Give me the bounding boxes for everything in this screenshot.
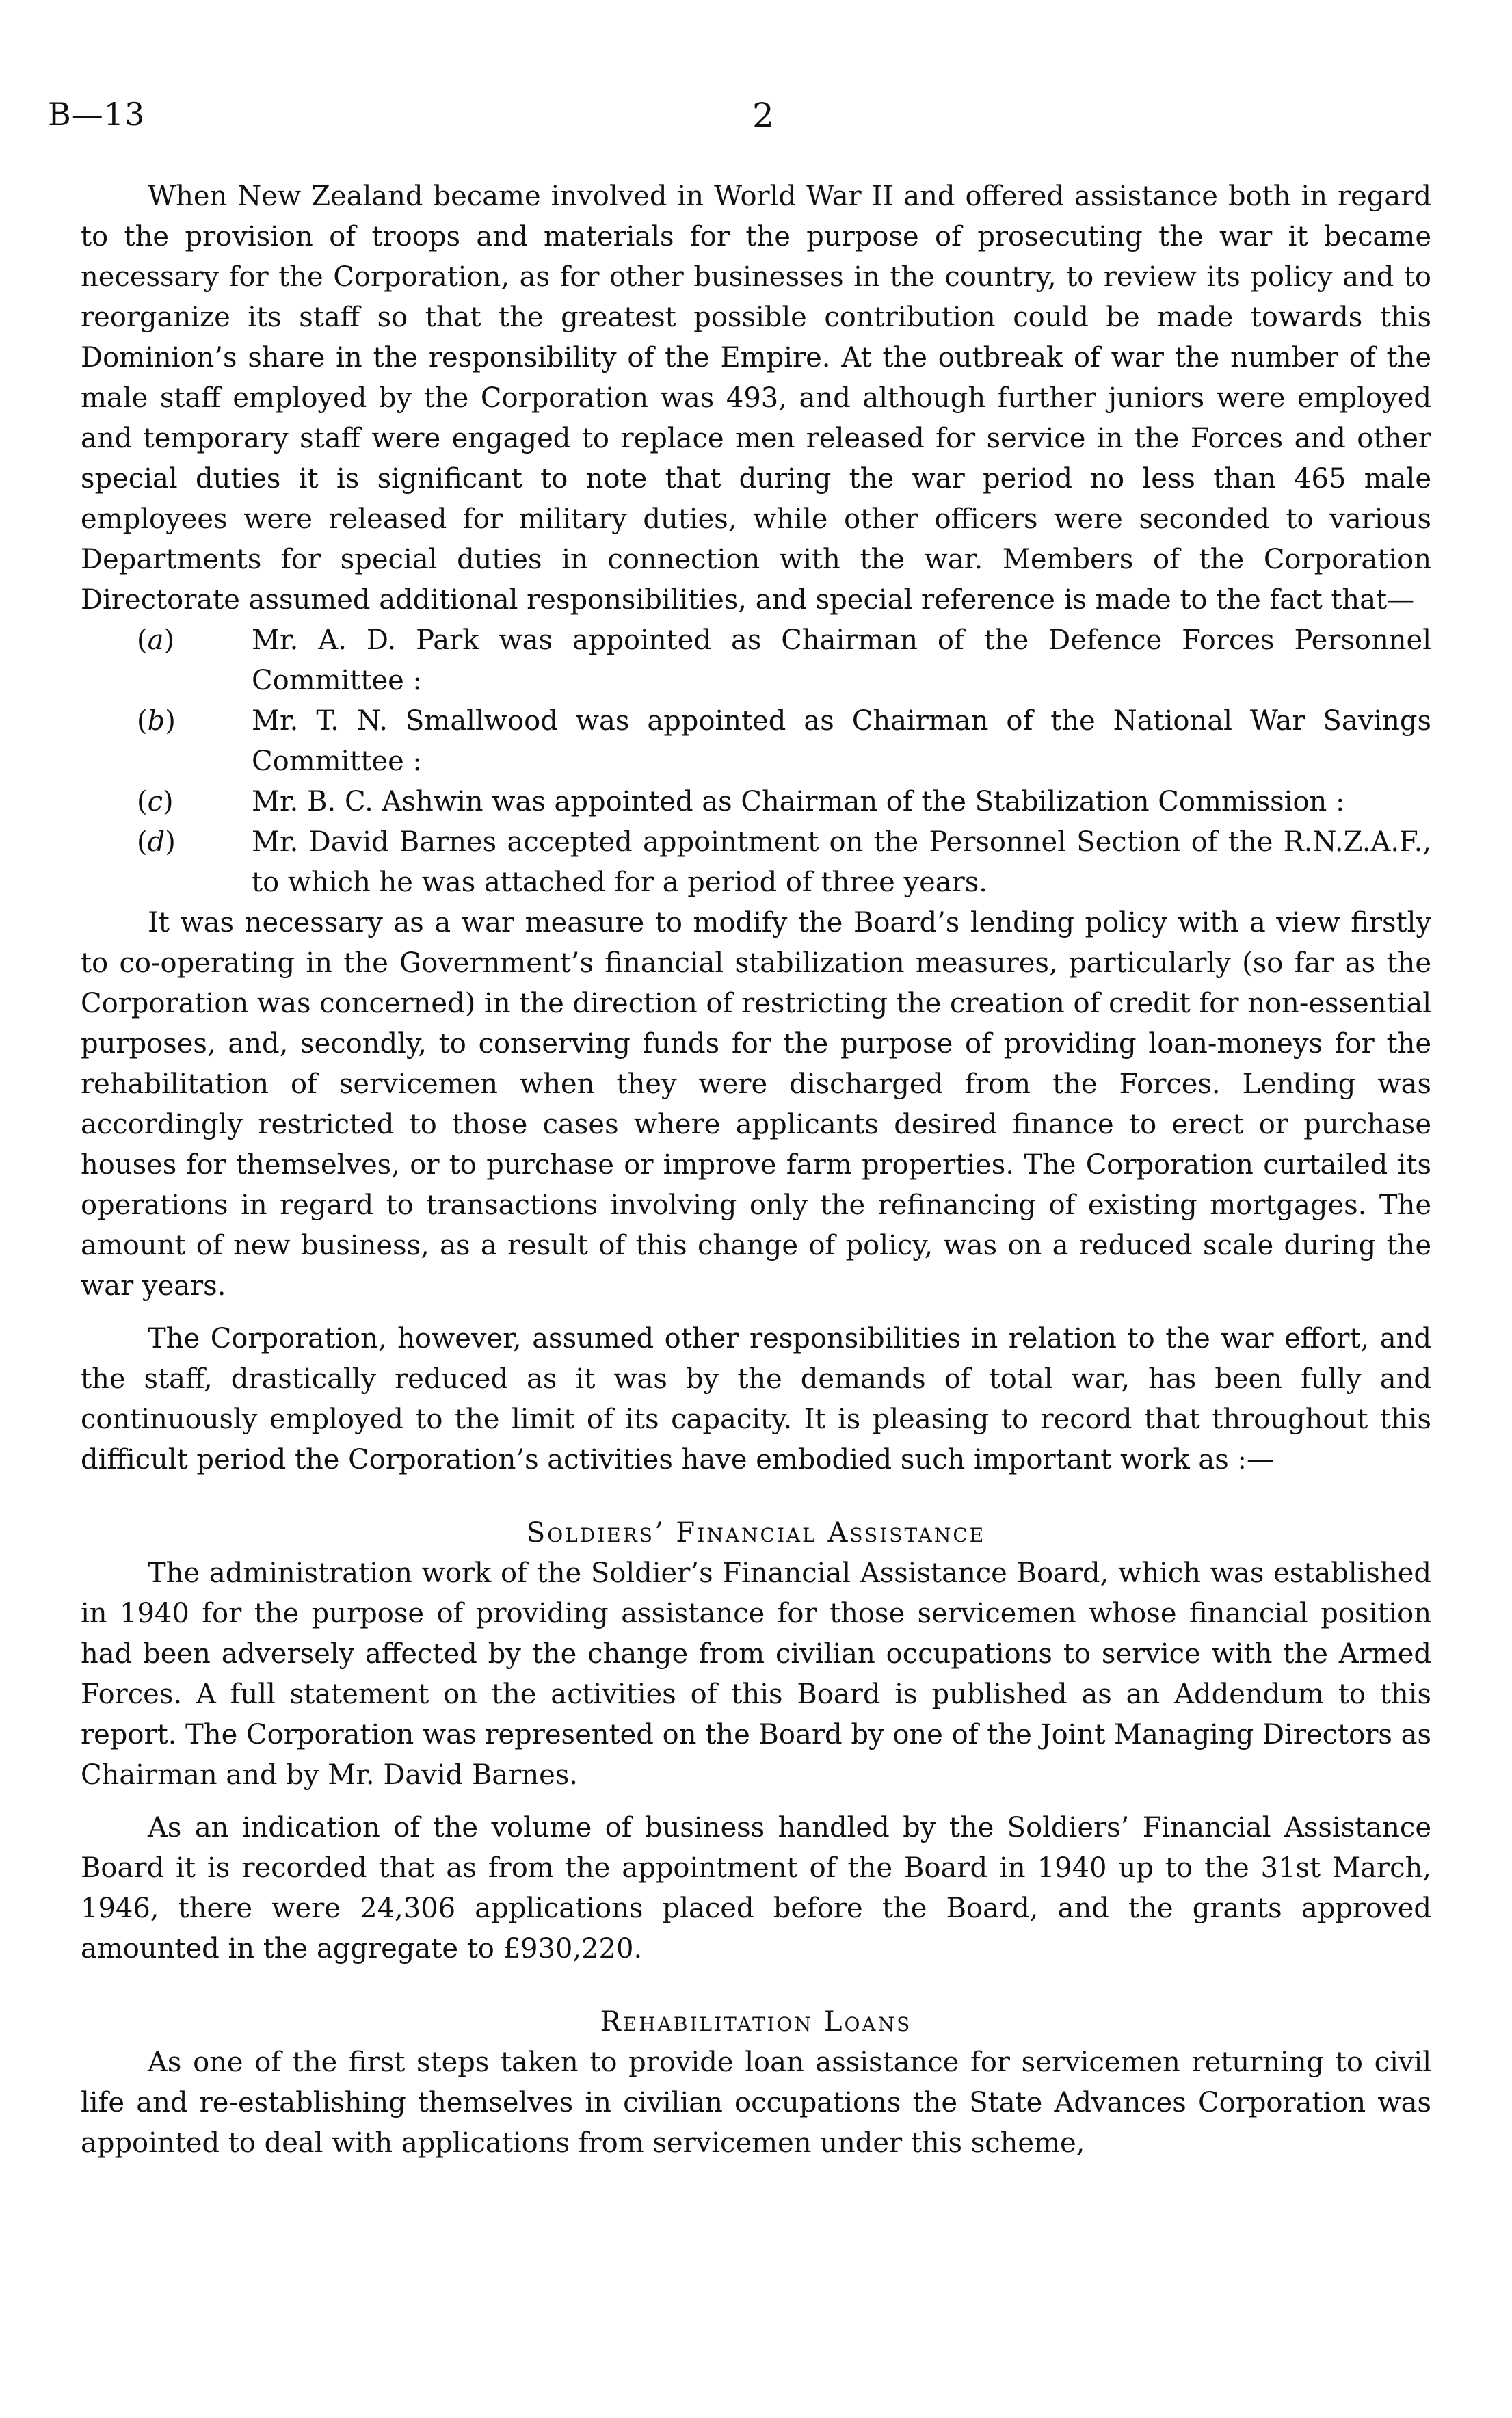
list-marker: (b) — [137, 705, 176, 737]
paragraph-sfa-administration: The administration work of the Soldier’s Financial Assistance Board, which was established in 1940 for the purpose of providing assistance for those servicemen whose financial position had been adversely affected by the change from civilian occupations to service with the Armed Forces. A full statement on the activities of this Board is published as an Addendum to this report. The Corporation was represented on the Board by one of the Joint Managing Directors as Chairman and by Mr. David Barnes. — [81, 1558, 1431, 1791]
list-item-text: Mr. T. N. Smallwood was appointed as Chairman of the National War Savings Committee : — [252, 705, 1431, 777]
page-number: 2 — [752, 96, 774, 135]
section-heading-soldiers-financial-assistance: Soldiers’ Financial Assistance — [526, 1517, 986, 1549]
list-marker: (a) — [137, 625, 175, 656]
list-item — [81, 620, 1431, 701]
list-item-text: Mr. B. C. Ashwin was appointed as Chairman of the Stabilization Commission : — [252, 786, 1345, 817]
list-item-text: Mr. A. D. Park was appointed as Chairman of the Defence Forces Personnel Committee : — [252, 625, 1431, 696]
appointments-list — [81, 620, 1431, 903]
paragraph-other-responsibilities: The Corporation, however, assumed other responsibilities in relation to the war effort, and the staff, drastically reduced as it was by the demands of total war, has been fully and continuously employed to the limit of its capacity. It is pleasing to record that throughout this difficult period the Corporation’s activities have embodied such important work as :— — [81, 1323, 1431, 1475]
body-text — [81, 176, 1431, 2164]
document-reference: B—13 — [48, 96, 146, 133]
section-heading-rehabilitation-loans: Rehabilitation Loans — [600, 2006, 912, 2038]
list-marker: (d) — [137, 826, 176, 858]
paragraph-sfa-volume: As an indication of the volume of business handled by the Soldiers’ Financial Assistance Board it is recorded that as from the appointment of the Board in 1940 up to the 31st March, 1946, there were 24,306 applications placed before the Board, and the grants approved amounted in the aggregate to £930,220. — [81, 1812, 1431, 1964]
page-header — [48, 96, 1463, 137]
list-item-text: Mr. David Barnes accepted appointment on the Personnel Section of the R.N.Z.A.F., to which he was attached for a period of three years. — [252, 826, 1431, 898]
paragraph-lending-policy: It was necessary as a war measure to modify the Board’s lending policy with a view firstly to co-operating in the Government’s financial stabilization measures, particularly (so far as the Corporation was concerned) in the direction of restricting the creation of credit for non-essential purposes, and, secondly, to conserving funds for the purpose of providing loan-moneys for the rehabilitation of servicemen when they were discharged from the Forces. Lending was accordingly restricted to those cases where applicants desired finance to erect or purchase houses for themselves, or to purchase or improve farm properties. The Corporation curtailed its operations in regard to transactions involving only the refinancing of existing mortgages. The amount of new business, as a result of this change of policy, was on a reduced scale during the war years. — [81, 907, 1431, 1302]
list-item — [81, 782, 1431, 822]
paragraph-war-involvement: When New Zealand became involved in World War II and offered assistance both in regard to the provision of troops and materials for the purpose of prosecuting the war it became necessary for the Corporation, as for other businesses in the country, to review its policy and to reorganize its staff so that the greatest possible contribution could be made towards this Dominion’s share in the responsibility of the Empire. At the outbreak of war the number of the male staff employed by the Corporation was 493, and although further juniors were employed and temporary staff were engaged to replace men released for service in the Forces and other special duties it is significant to note that during the war period no less than 465 male employees were released for military duties, while other officers were seconded to various Departments for special duties in connection with the war. Members of the Corporation Directorate assumed additional responsibilities, and special reference is made to the fact that— — [81, 181, 1431, 616]
paragraph-rehabilitation-loans: As one of the first steps taken to provide loan assistance for servicemen returning to civil life and re-establishing themselves in civilian occupations the State Advances Corporation was appointed to deal with applications from servicemen under this scheme, — [81, 2047, 1431, 2159]
list-marker: (c) — [137, 786, 174, 817]
list-item — [81, 701, 1431, 782]
list-item — [81, 822, 1431, 903]
